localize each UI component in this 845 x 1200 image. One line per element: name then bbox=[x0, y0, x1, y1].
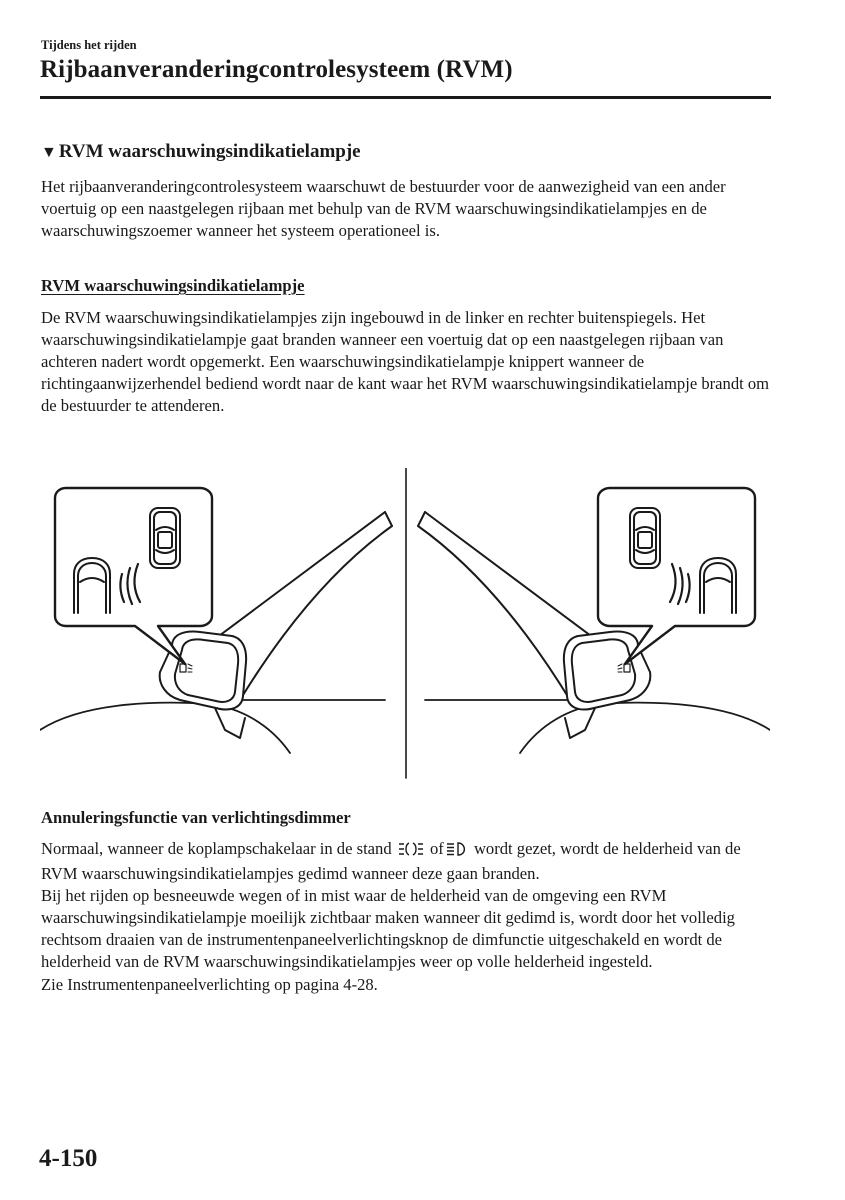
warning-indicator-heading bbox=[41, 141, 361, 163]
headlight-icon bbox=[446, 841, 468, 863]
right-callout-car-icon bbox=[630, 508, 660, 568]
page-number: 4-150 bbox=[39, 1145, 98, 1172]
indicator-paragraph: De RVM waarschuwingsindikatielampjes zijn ingebouwd in de linker en rechter buitenspiegels. Het waarschuwingsindikatielampje gaat branden wanneer een voertuig dat op een naastgelegen rijbaan van achteren nadert wordt opgemerkt. Een waarschuwingsindikatielampje knippert wanneer de richtingaanwijzerhendel bediend wordt naar de kant waar het RVM waarschuwingsindikatielampje brandt om de bestuurder te attenderen. bbox=[41, 308, 770, 416]
dimmer-text-between: of bbox=[429, 839, 444, 858]
dimmer-line1 bbox=[41, 838, 771, 885]
mirror-illustration bbox=[40, 468, 770, 780]
page-title: Rijbaanveranderingcontrolesysteem (RVM) bbox=[40, 56, 513, 83]
dimmer-paragraph bbox=[41, 838, 771, 996]
dimmer-para2: Bij het rijden op besneeuwde wegen of in mist waar de helderheid van de omgeving een RVM waarschuwingsindikatielampje moeilijk zichtbaar maken wanneer dit gedimd is, wordt door het volledig rechtsom draaien van de instrumentenpaneelverlichtingsknop de dimfunctie uitgeschakeld en wordt de helderheid van de RVM waarschuwingsindikatielampjes weer op volle helderheid ingesteld. bbox=[41, 886, 735, 972]
dimmer-text-after: wordt gezet, wordt de helderheid van de RVM waarschuwingsindikatielampjes gedimd wanneer deze gaan branden. bbox=[41, 839, 741, 884]
section-label: Tijdens het rijden bbox=[41, 38, 137, 52]
dimmer-heading: Annuleringsfunctie van verlichtingsdimmer bbox=[41, 808, 351, 827]
title-rule bbox=[40, 96, 771, 99]
left-callout-car-icon bbox=[150, 508, 180, 568]
left-mirror-illustration bbox=[40, 488, 392, 753]
dimmer-text-before: Normaal, wanneer de koplampschakelaar in de stand bbox=[41, 839, 392, 858]
parking-light-icon bbox=[398, 841, 424, 863]
intro-paragraph: Het rijbaanveranderingcontrolesysteem waarschuwt de bestuurder voor de aanwezigheid van een ander voertuig op een naastgelegen rijbaan met behulp van de RVM waarschuwingsindikatielampjes en de waarschuwingszoemer wanneer het systeem operationeel is. bbox=[41, 177, 726, 241]
indicator-subheading: RVM waarschuwingsindikatielampje bbox=[41, 276, 305, 295]
dimmer-reference: Zie Instrumentenpaneelverlichting op pagina 4-28. bbox=[41, 974, 378, 994]
triangle-bullet-icon: ▼ bbox=[41, 144, 57, 161]
right-mirror-illustration bbox=[418, 488, 770, 753]
warning-indicator-heading-text: RVM waarschuwingsindikatielampje bbox=[58, 141, 361, 162]
